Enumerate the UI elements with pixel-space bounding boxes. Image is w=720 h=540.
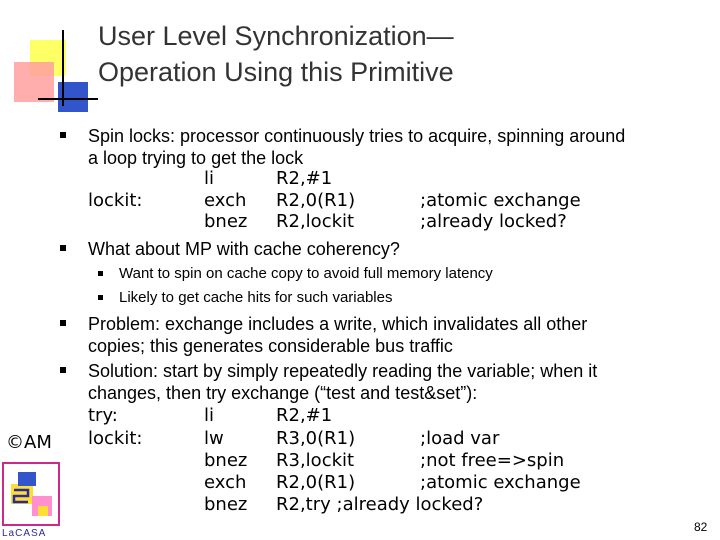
sub-bullet-marker	[98, 271, 103, 276]
code2-args: R2,#1	[276, 405, 333, 426]
sub-bullet-cache-hits: Likely to get cache hits for such variables	[119, 289, 393, 306]
deco-horizontal-line	[38, 98, 98, 100]
bullet-marker	[60, 320, 66, 326]
deco-red-square	[14, 62, 54, 102]
title-line-2: Operation Using this Primitive	[98, 57, 454, 87]
code1-op: bnez	[204, 211, 248, 232]
bullet-problem-line2: copies; this generates considerable bus traffic	[88, 336, 453, 356]
code2-op: lw	[204, 428, 224, 449]
code2-op: li	[204, 405, 215, 426]
code2-label: lockit:	[88, 428, 143, 449]
page-number: 82	[694, 520, 708, 534]
copyright-am: ©AM	[6, 432, 52, 453]
lacasa-logo-text: LaCASA	[2, 528, 47, 539]
bullet-marker	[60, 245, 66, 251]
bullet-marker	[60, 367, 66, 373]
deco-vertical-line	[62, 30, 64, 106]
code1-args: R2,0(R1)	[276, 190, 356, 211]
code2-comment: ;load var	[420, 428, 500, 449]
sub-bullet-spin-cache-copy: Want to spin on cache copy to avoid full memory latency	[119, 265, 493, 282]
code1-args: R2,lockit	[276, 211, 355, 232]
bullet-solution-line2: changes, then try exchange (“test and test&set”):	[88, 383, 478, 403]
code1-comment: ;already locked?	[420, 211, 567, 232]
bullet-spin-locks-line2: a loop trying to get the lock	[88, 148, 304, 168]
code1-args: R2,#1	[276, 168, 333, 189]
code2-comment: ;not free=>spin	[420, 450, 565, 471]
code2-op: bnez	[204, 450, 248, 471]
code2-label: try:	[88, 405, 118, 426]
slide-title	[98, 18, 698, 90]
bullet-solution-line1: Solution: start by simply repeatedly reading the variable; when it	[88, 361, 598, 381]
code1-op: exch	[204, 190, 247, 211]
code2-args: R3,0(R1)	[276, 428, 356, 449]
sub-bullet-marker	[98, 295, 103, 300]
bullet-spin-locks-line1: Spin locks: processor continuously tries to acquire, spinning around	[88, 126, 626, 146]
lacasa-logo-icon	[2, 462, 60, 526]
code2-args: R2,0(R1)	[276, 472, 356, 493]
bullet-problem-line1: Problem: exchange includes a write, which invalidates all other	[88, 314, 588, 334]
bullet-marker	[60, 132, 66, 138]
code1-label: lockit:	[88, 190, 143, 211]
title-line-1: User Level Synchronization—	[98, 21, 454, 51]
code2-comment: ;atomic exchange	[420, 472, 581, 493]
code2-op: exch	[204, 472, 247, 493]
code2-op: bnez	[204, 494, 248, 515]
code1-op: li	[204, 168, 215, 189]
code2-args: R3,lockit	[276, 450, 355, 471]
code1-comment: ;atomic exchange	[420, 190, 581, 211]
code2-args: R2,try ;already locked?	[276, 494, 484, 515]
bullet-mp-cache: What about MP with cache coherency?	[88, 239, 400, 259]
